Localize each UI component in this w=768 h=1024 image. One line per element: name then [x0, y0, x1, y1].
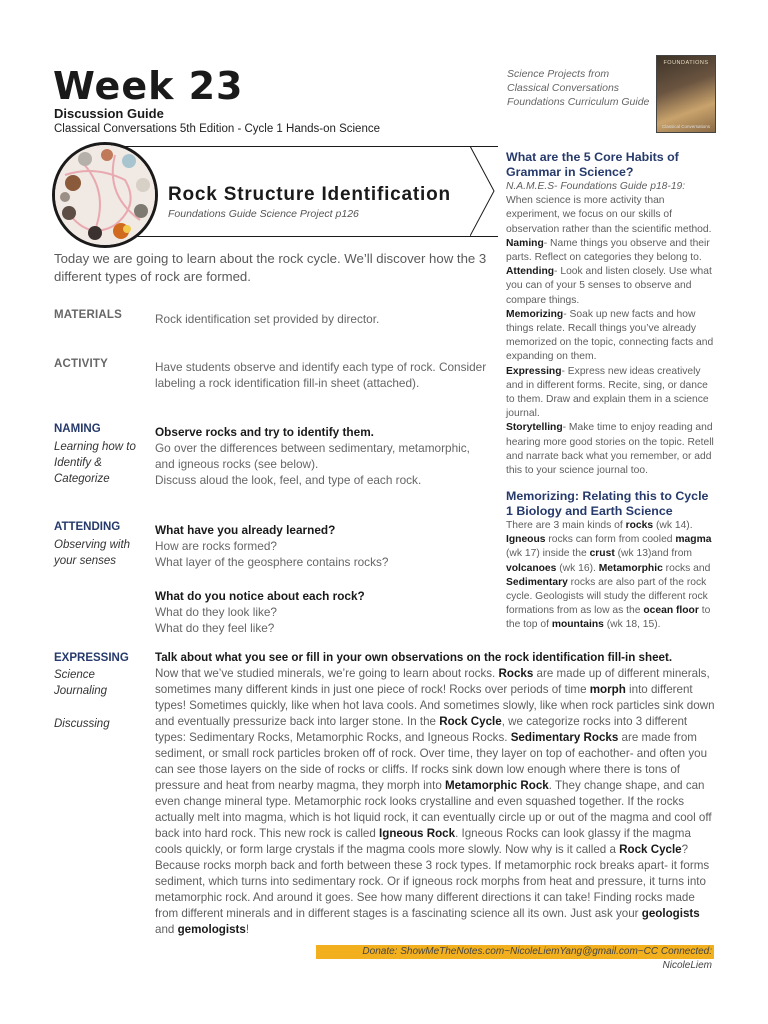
activity-label: ACTIVITY — [54, 358, 108, 370]
materials-text: Rock identification set provided by director. — [155, 312, 380, 326]
naming-body — [155, 424, 505, 488]
habit-desc: - Make time to enjoy reading and hearing more good stories on the topic. Retell and narrate back what you remember, or add this to your science journal too. — [506, 422, 714, 477]
promo-line: Science Projects from — [507, 68, 610, 80]
habit-title: Memorizing — [506, 308, 564, 320]
naming-sub: Categorize — [54, 473, 110, 485]
expressing-sub: Science — [54, 669, 95, 681]
banner-line-bottom — [88, 236, 498, 237]
discussion-guide-label: Discussion Guide — [54, 106, 164, 121]
promo-text — [507, 67, 667, 109]
promo-line: Classical Conversations — [507, 82, 620, 94]
attending-body — [155, 522, 505, 636]
memorizing-panel — [506, 489, 716, 633]
naming-heading: Observe rocks and try to identify them. — [155, 425, 374, 439]
core-habits-heading: What are the 5 Core Habits of Grammar in Science? — [506, 150, 679, 179]
expressing-subtext — [54, 667, 110, 732]
attending-question: How are rocks formed? — [155, 539, 277, 553]
attending-subtext — [54, 537, 130, 569]
naming-label: NAMING — [54, 423, 101, 435]
week-title: Week 23 — [53, 64, 244, 108]
book-title: FOUNDATIONS — [663, 60, 709, 66]
banner-arrow-icon — [470, 146, 500, 238]
habit-title: Storytelling — [506, 422, 563, 434]
habit-storytelling — [506, 421, 716, 478]
habit-attending — [506, 265, 716, 308]
habit-memorizing — [506, 308, 716, 365]
naming-subtext — [54, 439, 136, 487]
core-habits-ref: N.A.M.E.S- Foundations Guide p18-19: — [506, 181, 686, 192]
book-cover-image — [656, 55, 716, 133]
promo-line: Foundations Curriculum Guide — [507, 96, 650, 108]
expressing-body — [155, 650, 715, 938]
core-habits-intro: When science is more activity than experiment, we focus on our skills of observation rather than the scientific method. — [506, 195, 712, 235]
expressing-heading: Talk about what you see or fill in your own observations on the rock identification fill-in sheet. — [155, 651, 673, 664]
naming-sub: Identify & — [54, 457, 102, 469]
habit-desc: - Name things you observe and their parts. Reflect on categories they belong to. — [506, 237, 710, 264]
expressing-sub: Discussing — [54, 718, 110, 730]
materials-label: MATERIALS — [54, 309, 123, 321]
habit-naming — [506, 237, 716, 265]
project-subtitle: Foundations Guide Science Project p126 — [168, 208, 359, 220]
attending-heading: What do you notice about each rock? — [155, 589, 365, 603]
attending-question: What layer of the geosphere contains rocks? — [155, 555, 389, 569]
attending-question: What do they look like? — [155, 605, 277, 619]
attending-label: ATTENDING — [54, 521, 121, 533]
habit-desc: - Look and listen closely. Use what you can of your 5 senses to observe and compare things. — [506, 266, 712, 306]
memorizing-heading: Memorizing: Relating this to Cycle 1 Biology and Earth Science — [506, 489, 709, 518]
habit-title: Attending — [506, 266, 555, 278]
rock-collection-image — [52, 142, 158, 248]
naming-sub: Learning how to — [54, 441, 136, 453]
expressing-label: EXPRESSING — [54, 652, 129, 664]
intro-text: Today we are going to learn about the rock cycle. We’ll discover how the 3 different types of rock are formed. — [54, 251, 487, 284]
attending-heading: What have you already learned? — [155, 523, 336, 537]
attending-question: What do they feel like? — [155, 621, 275, 635]
donate-banner: Donate: ShowMeTheNotes.com~NicoleLiemYang@gmail.com~CC Connected: NicoleLiem — [316, 945, 714, 959]
habit-desc: - Express new ideas creatively and in different forms. Recite, sing, or dance to them. Draw and explain them in a science journal. — [506, 365, 709, 420]
habit-title: Expressing — [506, 365, 562, 377]
edition-label: Classical Conversations 5th Edition - Cycle 1 Hands-on Science — [54, 123, 380, 135]
naming-line: Go over the differences between sedimentary, metamorphic, — [155, 441, 470, 455]
expressing-sub: Journaling — [54, 685, 108, 697]
attending-sub: your senses — [54, 555, 117, 567]
naming-line: and igneous rocks (see below). — [155, 457, 319, 471]
expressing-paragraph: Now that we’ve studied minerals, we’re going to learn about rocks. Rocks are made up of different minerals, sometimes many different kinds in just one piece of rock! Rocks over periods of time morph into different types! Sometimes quickly, like when hot lava cools. And sometimes slowly, like when rock particles sink down and eventually pressurize back into larger stone. In the Rock Cycle, we categorize rocks into 3 different types: Sedimentary Rocks, Metamorphic Rocks, and Igneous Rocks. Sedimentary Rocks are made from sediment, or small rock particles broken off of rock. Over time, they layer on top of eachother- and often you can see those layers on the side of rocks or cliffs. If rocks sink down low enough where there is tons of pressure and heat from nearby magma, they morph into Metamorphic Rock. They change shape, and can even change mineral type. Metamorphic rock looks crystalline and even squashed together. If the rocks actually melt into magma, which is hot liquid rock, it can eventually circle up or out of the magma and cool off back into hard rock. This new rock is called Igneous Rock. Igneous Rocks can look glassy if the magma cools quickly, or form large crystals if the magma cools more slowly. Now why is it called a Rock Cycle? Because rocks morph back and forth between these 3 rock types. If metamorphic rock breaks apart- it forms sediment, which turns into sedimentary rock. Or if igneous rock morphs from heat and pressure, it turns into metamorphic rock. And around it goes. See how many different directions it can take! Finding rocks made from different minerals and in different stages is a fascinating science all its own. Just ask your geologists and gemologists! — [155, 667, 715, 936]
habit-desc: - Soak up new facts and how things relate. Recall things you’ve already memorized on the topic, connecting facts and expanding on them. — [506, 308, 714, 363]
memorizing-text: There are 3 main kinds of rocks (wk 14). Igneous rocks can form from cooled magma (wk 17) inside the crust (wk 13)and from volcanoes (wk 16). Metamorphic rocks and Sedimentary rocks are also part of the rock cycle. Geologists will study the different rock formations from as low as the ocean floor to the top of mountains (wk 18, 15). — [506, 520, 712, 631]
attending-sub: Observing with — [54, 539, 131, 551]
naming-line: Discuss aloud the look, feel, and type of each rock. — [155, 473, 422, 487]
project-title: Rock Structure Identification — [168, 184, 451, 205]
activity-text: Have students observe and identify each type of rock. Consider labeling a rock identification fill-in sheet (attached). — [155, 360, 487, 390]
habit-title: Naming — [506, 237, 544, 249]
habit-expressing — [506, 365, 716, 422]
banner-line-top — [88, 146, 498, 147]
core-habits-panel — [506, 150, 716, 478]
book-logo: Classical Conversations — [661, 124, 711, 129]
